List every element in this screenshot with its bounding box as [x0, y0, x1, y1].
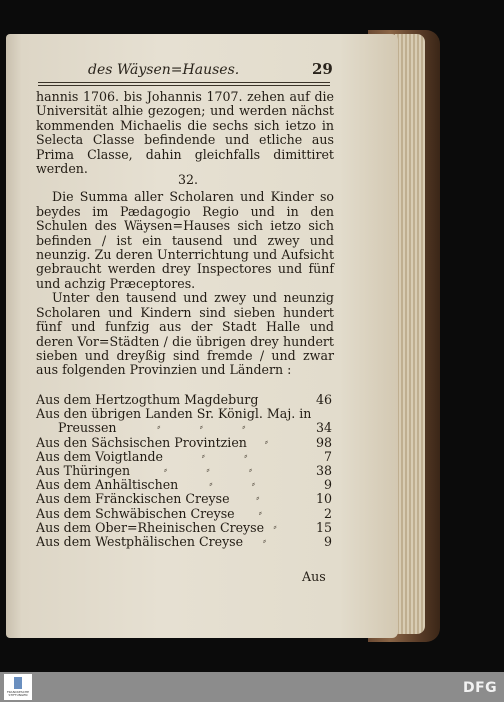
footer-bar [0, 672, 504, 702]
page-stack [395, 34, 425, 634]
origin-label: Aus den Sächsischen Provintzien [36, 434, 247, 450]
origin-count: 2 [323, 505, 332, 521]
paragraph: Unter den tausend und zwey und neunzig Scholaren und Kindern sind sieben hundert fünf und funfzig aus der Stadt Halle und deren Vor=Städten / die übrigen drey hundert sieben und dreyßig sind fremde / und zwar aus folgenden Provinzien und Ländern : [36, 290, 334, 378]
ditto-marks: ⸗ [273, 521, 295, 533]
logo-text: FRANCKESCHE STIFTUNGEN [6, 690, 30, 697]
ditto-marks: ⸗ [256, 493, 278, 505]
list-item [36, 492, 332, 506]
catchword: Aus [302, 569, 326, 584]
list-item [36, 450, 332, 464]
origin-count: 9 [323, 534, 332, 550]
origin-label: Aus Thüringen [36, 463, 131, 479]
list-item [36, 478, 332, 492]
ditto-marks: ⸗ ⸗ [209, 479, 274, 491]
list-item [36, 407, 332, 421]
institution-logo[interactable] [4, 674, 32, 700]
origin-label: Aus den übrigen Landen Sr. Königl. Maj. in [36, 406, 312, 422]
origin-count: 46 [315, 392, 332, 407]
origin-count: 9 [323, 477, 332, 493]
origin-label: Aus dem Anhältischen [36, 477, 179, 493]
ditto-marks [258, 393, 304, 407]
dfg-logo[interactable]: DFG [463, 680, 498, 696]
origin-label: Aus dem Ober=Rheinischen Creyse [36, 519, 265, 535]
list-item [36, 464, 332, 478]
running-head: des Wäysen=Hauses. [88, 62, 240, 78]
ditto-marks: ⸗ [258, 507, 280, 519]
body-text [36, 90, 334, 378]
origin-label: Aus dem Fränckischen Creyse [36, 491, 230, 507]
origin-label: Preussen [58, 420, 117, 436]
ditto-marks: ⸗ ⸗ ⸗ [157, 422, 264, 434]
list-item [36, 507, 332, 521]
origin-label: Aus dem Voigtlande [36, 448, 163, 464]
origin-count: 34 [315, 420, 332, 436]
paragraph: hannis 1706. bis Johannis 1707. zehen auf die Universität alhie gezogen; und werden nächst kommenden Michaelis die sechs sich ietzo in Selecta Classe befindende und etliche aus Prima Classe, dahin gleichfalls dimittiret werden. [36, 89, 334, 177]
ditto-marks: ⸗ [264, 436, 287, 448]
ditto-marks: ⸗ ⸗ ⸗ [163, 465, 271, 477]
logo-icon [14, 677, 22, 689]
origin-list [36, 393, 332, 549]
list-item [36, 421, 332, 435]
origin-count: 7 [323, 448, 332, 464]
header-rule [38, 82, 330, 86]
list-item [36, 393, 332, 407]
origin-count [311, 407, 332, 421]
origin-count: 10 [315, 491, 332, 507]
list-item [36, 535, 332, 549]
origin-count: 15 [315, 519, 332, 535]
origin-label: Aus dem Schwäbischen Creyse [36, 505, 235, 521]
ditto-marks: ⸗ [262, 536, 285, 548]
ditto-marks: ⸗ ⸗ [201, 450, 266, 462]
origin-count: 38 [315, 463, 332, 479]
list-item [36, 436, 332, 450]
section-number: 32. [178, 172, 199, 187]
list-item [36, 521, 332, 535]
origin-label: Aus dem Hertzogthum Magdeburg [36, 392, 259, 407]
page-number: 29 [312, 60, 333, 78]
paragraph: Die Summa aller Scholaren und Kinder so beydes im Pædagogio Regio und in den Schulen des Wäysen=Hauses sich ietzo sich befinden / ist ein tausend und zwey und neunzig. Zu deren Unterrichtung und Aufsicht gebraucht werden drey Inspectores und fünf und achzig Præceptores. [36, 189, 334, 291]
origin-label: Aus dem Westphälischen Creyse [36, 534, 244, 550]
origin-count: 98 [315, 434, 332, 450]
